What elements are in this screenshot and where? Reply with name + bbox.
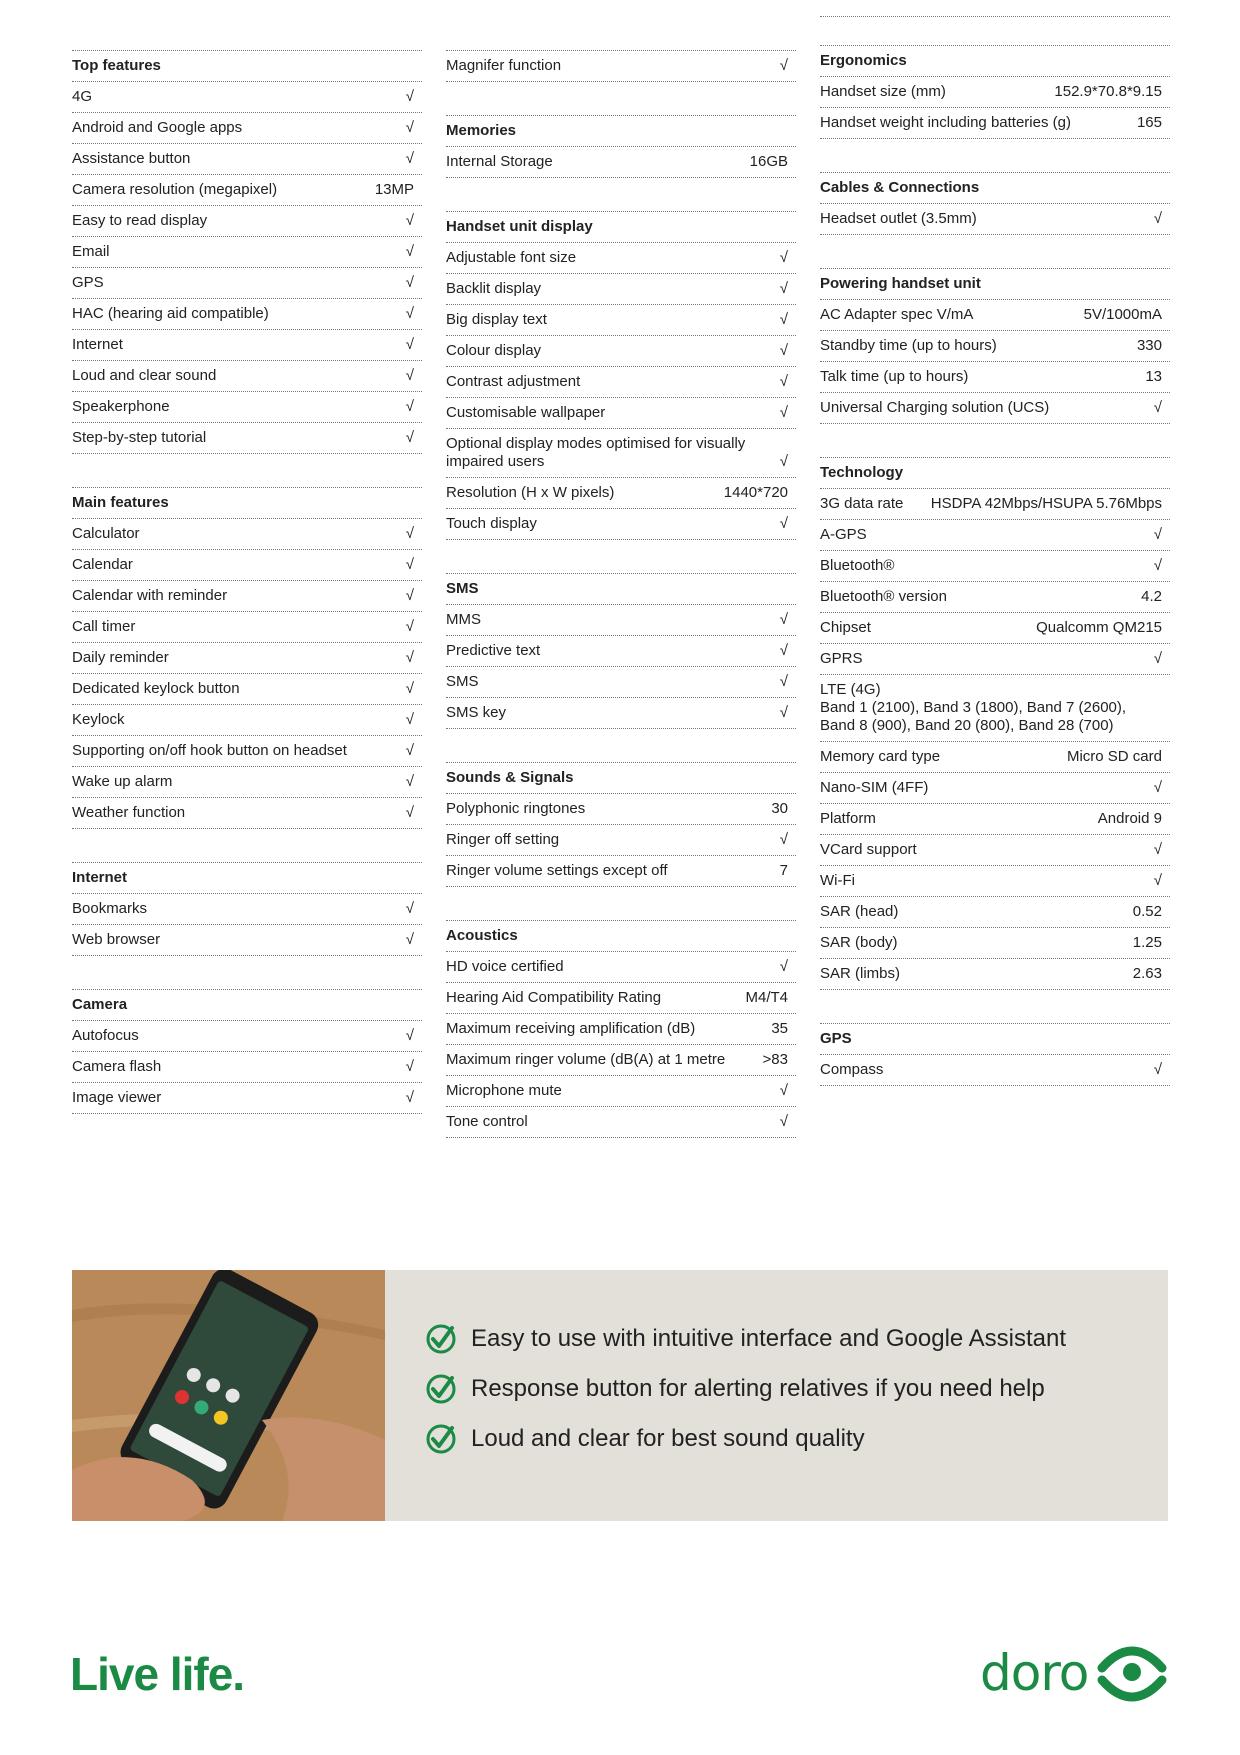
section-spacer — [820, 139, 1170, 173]
benefit-text: Loud and clear for best sound quality — [471, 1425, 865, 1452]
spec-row — [446, 478, 796, 509]
check-mark-icon: √ — [405, 429, 414, 446]
section-spacer — [446, 729, 796, 763]
spec-label: HD voice certified — [446, 958, 564, 975]
spec-section — [446, 540, 796, 729]
spec-row — [446, 698, 796, 729]
spec-value: HSDPA 42Mbps/HSUPA 5.76Mbps — [930, 495, 1162, 512]
check-mark-icon: √ — [405, 305, 414, 322]
spec-label: Calculator — [72, 525, 140, 542]
spec-row — [820, 835, 1170, 866]
spec-row — [72, 175, 422, 206]
spec-value: 13 — [1145, 368, 1162, 385]
check-mark-icon: √ — [405, 931, 414, 948]
spec-value: 13MP — [374, 181, 414, 198]
spec-section — [446, 178, 796, 540]
spec-section — [820, 990, 1170, 1086]
spec-row — [72, 798, 422, 829]
spec-section — [820, 235, 1170, 424]
check-mark-icon: √ — [1153, 650, 1162, 667]
spec-row — [446, 509, 796, 540]
spec-row — [72, 1083, 422, 1114]
benefit-item — [425, 1364, 1066, 1414]
spec-row — [446, 636, 796, 667]
spec-row — [446, 51, 796, 82]
spec-value: M4/T4 — [745, 989, 788, 1006]
spec-label: Ringer volume settings except off — [446, 862, 668, 879]
check-mark-icon: √ — [779, 673, 788, 690]
spec-row — [820, 362, 1170, 393]
check-mark-icon: √ — [405, 525, 414, 542]
check-mark-icon: √ — [405, 1089, 414, 1106]
section-title: Technology — [820, 458, 1170, 489]
spec-row — [820, 773, 1170, 804]
section-spacer — [446, 178, 796, 212]
spec-row — [72, 361, 422, 392]
spec-label: SAR (head) — [820, 903, 899, 920]
spec-value: 7 — [779, 862, 788, 879]
spec-value: 1440*720 — [723, 484, 788, 501]
spec-label: MMS — [446, 611, 481, 628]
spec-label: Calendar with reminder — [72, 587, 228, 604]
spec-row — [72, 767, 422, 798]
check-circle-icon — [425, 1323, 457, 1355]
spec-row — [72, 674, 422, 705]
spec-row — [72, 519, 422, 550]
check-mark-icon: √ — [779, 1113, 788, 1130]
spec-value: 165 — [1136, 114, 1162, 131]
check-mark-icon: √ — [1153, 779, 1162, 796]
spec-row — [72, 581, 422, 612]
spec-row — [72, 144, 422, 175]
check-mark-icon: √ — [1153, 526, 1162, 543]
spec-value: Android 9 — [1097, 810, 1162, 827]
spec-section — [72, 956, 422, 1114]
spec-label: Headset outlet (3.5mm) — [820, 210, 977, 227]
check-mark-icon: √ — [779, 57, 788, 74]
spec-label: 4G — [72, 88, 93, 105]
spec-label: GPRS — [820, 650, 863, 667]
spec-value: 30 — [771, 800, 788, 817]
doro-logo — [980, 1640, 1168, 1706]
section-spacer — [820, 16, 1170, 46]
spec-section — [820, 46, 1170, 139]
spec-row — [446, 147, 796, 178]
check-mark-icon: √ — [779, 249, 788, 266]
check-mark-icon: √ — [405, 1027, 414, 1044]
spec-label: Bluetooth® — [820, 557, 895, 574]
check-mark-icon: √ — [1153, 841, 1162, 858]
spec-label: Handset weight including batteries (g) — [820, 114, 1071, 131]
check-mark-icon: √ — [779, 611, 788, 628]
section-spacer — [72, 829, 422, 863]
spec-label: Nano-SIM (4FF) — [820, 779, 929, 796]
section-spacer — [446, 887, 796, 921]
spec-row — [446, 336, 796, 367]
benefits-list — [425, 1314, 1066, 1464]
check-mark-icon: √ — [405, 150, 414, 167]
spec-row — [446, 305, 796, 336]
spec-label: Polyphonic ringtones — [446, 800, 586, 817]
spec-row — [820, 866, 1170, 897]
check-mark-icon: √ — [779, 311, 788, 328]
check-mark-icon: √ — [405, 367, 414, 384]
spec-label: 3G data rate — [820, 495, 904, 512]
check-mark-icon: √ — [779, 373, 788, 390]
spec-row — [72, 643, 422, 674]
spec-value: 330 — [1136, 337, 1162, 354]
spec-row — [820, 804, 1170, 835]
section-title: Memories — [446, 116, 796, 147]
spec-label: Touch display — [446, 515, 537, 532]
spec-label: Optional display modes optimised for visually impaired users — [446, 435, 746, 470]
spec-label: Weather function — [72, 804, 186, 821]
spec-row — [820, 108, 1170, 139]
spec-row — [446, 367, 796, 398]
check-mark-icon: √ — [405, 742, 414, 759]
spec-value: 2.63 — [1132, 965, 1162, 982]
spec-row — [446, 952, 796, 983]
check-mark-icon: √ — [1153, 872, 1162, 889]
spec-label: Internal Storage — [446, 153, 553, 170]
check-mark-icon: √ — [405, 274, 414, 291]
spec-row — [820, 742, 1170, 773]
spec-row — [72, 268, 422, 299]
section-title: Sounds & Signals — [446, 763, 796, 794]
spec-row — [820, 675, 1170, 742]
spec-row — [820, 551, 1170, 582]
spec-row — [820, 613, 1170, 644]
spec-value: Micro SD card — [1066, 748, 1162, 765]
check-mark-icon: √ — [405, 212, 414, 229]
spec-label: Handset size (mm) — [820, 83, 946, 100]
check-mark-icon: √ — [779, 404, 788, 421]
section-title: Main features — [72, 488, 422, 519]
spec-column-1 — [72, 50, 422, 1114]
spec-value: 5V/1000mA — [1083, 306, 1162, 323]
spec-section — [72, 50, 422, 454]
benefit-text: Easy to use with intuitive interface and Google Assistant — [471, 1325, 1066, 1352]
spec-row — [820, 644, 1170, 675]
spec-label: Magnifer function — [446, 57, 562, 74]
check-mark-icon: √ — [405, 618, 414, 635]
spec-row — [446, 274, 796, 305]
spec-value: 16GB — [749, 153, 788, 170]
spec-row — [820, 331, 1170, 362]
spec-label: Compass — [820, 1061, 884, 1078]
check-mark-icon: √ — [405, 587, 414, 604]
section-title: Internet — [72, 863, 422, 894]
spec-label: Call timer — [72, 618, 136, 635]
check-mark-icon: √ — [405, 88, 414, 105]
check-mark-icon: √ — [1153, 210, 1162, 227]
spec-row — [446, 1076, 796, 1107]
spec-label: Wake up alarm — [72, 773, 173, 790]
spec-section — [72, 829, 422, 956]
section-title: Ergonomics — [820, 46, 1170, 77]
spec-row — [446, 1045, 796, 1076]
spec-section — [820, 424, 1170, 990]
check-mark-icon: √ — [405, 556, 414, 573]
section-title: SMS — [446, 574, 796, 605]
spec-section — [820, 139, 1170, 235]
spec-label: Camera resolution (megapixel) — [72, 181, 278, 198]
spec-label: Assistance button — [72, 150, 191, 167]
spec-label: Microphone mute — [446, 1082, 562, 1099]
spec-label: SAR (body) — [820, 934, 898, 951]
section-spacer — [72, 956, 422, 990]
check-mark-icon: √ — [405, 900, 414, 917]
spec-row — [446, 794, 796, 825]
spec-row — [820, 1055, 1170, 1086]
spec-label: Dedicated keylock button — [72, 680, 240, 697]
spec-row — [446, 856, 796, 887]
tagline: Live life. — [70, 1648, 245, 1700]
check-circle-icon — [425, 1423, 457, 1455]
benefit-item — [425, 1414, 1066, 1464]
spec-label: Memory card type — [820, 748, 941, 765]
spec-row — [446, 983, 796, 1014]
spec-value: 1.25 — [1132, 934, 1162, 951]
check-mark-icon: √ — [779, 1082, 788, 1099]
spec-column-2 — [446, 50, 796, 1138]
spec-label: Autofocus — [72, 1027, 139, 1044]
spec-row — [72, 82, 422, 113]
spec-label: Wi-Fi — [820, 872, 855, 889]
spec-row — [820, 393, 1170, 424]
check-circle-icon — [425, 1373, 457, 1405]
check-mark-icon: √ — [405, 119, 414, 136]
section-title: Acoustics — [446, 921, 796, 952]
spec-label: GPS — [72, 274, 104, 291]
spec-row — [72, 113, 422, 144]
spec-row — [446, 1107, 796, 1138]
check-mark-icon: √ — [405, 336, 414, 353]
section-title: Camera — [72, 990, 422, 1021]
spec-row — [446, 1014, 796, 1045]
check-mark-icon: √ — [779, 515, 788, 532]
spec-section — [446, 82, 796, 178]
spec-row — [820, 582, 1170, 613]
section-spacer — [446, 82, 796, 116]
spec-row — [72, 894, 422, 925]
spec-label: Platform — [820, 810, 876, 827]
spec-row — [72, 330, 422, 361]
phone-in-hand-photo — [72, 1270, 385, 1521]
check-mark-icon: √ — [405, 773, 414, 790]
check-mark-icon: √ — [779, 453, 788, 470]
spec-label: Step-by-step tutorial — [72, 429, 207, 446]
spec-value: 152.9*70.8*9.15 — [1054, 83, 1162, 100]
spec-label: Bluetooth® version — [820, 588, 947, 605]
spec-label: Standby time (up to hours) — [820, 337, 997, 354]
spec-label: Chipset — [820, 619, 871, 636]
spec-label: Supporting on/off hook button on headset — [72, 742, 347, 759]
spec-label: Image viewer — [72, 1089, 162, 1106]
spec-label: Contrast adjustment — [446, 373, 581, 390]
spec-label: Daily reminder — [72, 649, 169, 666]
check-mark-icon: √ — [779, 831, 788, 848]
spec-row — [820, 204, 1170, 235]
spec-label: SMS key — [446, 704, 507, 721]
spec-label: AC Adapter spec V/mA — [820, 306, 974, 323]
spec-value: 4.2 — [1141, 588, 1162, 605]
spec-value: Qualcomm QM215 — [1036, 619, 1162, 636]
benefit-item — [425, 1314, 1066, 1364]
check-mark-icon: √ — [1153, 1061, 1162, 1078]
spec-label: Loud and clear sound — [72, 367, 217, 384]
benefits-banner — [72, 1270, 1168, 1521]
section-spacer — [820, 424, 1170, 458]
spec-label: Android and Google apps — [72, 119, 243, 136]
spec-row — [72, 423, 422, 454]
spec-label: Colour display — [446, 342, 542, 359]
section-title: Top features — [72, 51, 422, 82]
check-mark-icon: √ — [405, 680, 414, 697]
section-title: Handset unit display — [446, 212, 796, 243]
spec-label: A-GPS — [820, 526, 867, 543]
check-mark-icon: √ — [405, 711, 414, 728]
check-mark-icon: √ — [405, 398, 414, 415]
spec-label: Customisable wallpaper — [446, 404, 606, 421]
doro-logo-icon — [1096, 1640, 1168, 1706]
check-mark-icon: √ — [1153, 399, 1162, 416]
spec-row — [446, 667, 796, 698]
spec-row — [72, 206, 422, 237]
spec-label: Hearing Aid Compatibility Rating — [446, 989, 662, 1006]
spec-value: 35 — [771, 1020, 788, 1037]
spec-section — [72, 454, 422, 829]
spec-label: Big display text — [446, 311, 547, 328]
spec-row — [820, 489, 1170, 520]
spec-label: VCard support — [820, 841, 917, 858]
spec-row — [820, 520, 1170, 551]
section-spacer — [72, 454, 422, 488]
spec-label: Tone control — [446, 1113, 528, 1130]
spec-section — [446, 729, 796, 887]
section-spacer — [820, 235, 1170, 269]
section-title: Cables & Connections — [820, 173, 1170, 204]
spec-label: Easy to read display — [72, 212, 208, 229]
check-mark-icon: √ — [405, 1058, 414, 1075]
section-title: Powering handset unit — [820, 269, 1170, 300]
spec-row — [820, 959, 1170, 990]
check-mark-icon: √ — [779, 958, 788, 975]
check-mark-icon: √ — [405, 649, 414, 666]
spec-label: Backlit display — [446, 280, 542, 297]
spec-row — [72, 925, 422, 956]
spec-row — [820, 928, 1170, 959]
spec-row — [446, 243, 796, 274]
spec-label: Universal Charging solution (UCS) — [820, 399, 1050, 416]
spec-row — [72, 705, 422, 736]
spec-row — [446, 825, 796, 856]
check-mark-icon: √ — [779, 642, 788, 659]
check-mark-icon: √ — [779, 280, 788, 297]
spec-row — [820, 300, 1170, 331]
spec-section — [446, 50, 796, 82]
spec-row — [72, 299, 422, 330]
spec-label: Maximum ringer volume (dB(A) at 1 metre — [446, 1051, 726, 1068]
spec-label: Web browser — [72, 931, 161, 948]
spec-label: HAC (hearing aid compatible) — [72, 305, 269, 322]
spec-row — [72, 392, 422, 423]
spec-column-3 — [820, 16, 1170, 1086]
check-mark-icon: √ — [405, 243, 414, 260]
check-mark-icon: √ — [1153, 557, 1162, 574]
spec-label: SMS — [446, 673, 479, 690]
spec-label: Ringer off setting — [446, 831, 560, 848]
spec-row — [72, 612, 422, 643]
spec-row — [820, 897, 1170, 928]
check-mark-icon: √ — [779, 342, 788, 359]
spec-label: Maximum receiving amplification (dB) — [446, 1020, 696, 1037]
spec-value: 0.52 — [1132, 903, 1162, 920]
spec-label: Talk time (up to hours) — [820, 368, 969, 385]
spec-label: LTE (4G) Band 1 (2100), Band 3 (1800), Band 7 (2600), Band 8 (900), Band 20 (800), Band 28 (700) — [820, 681, 1127, 734]
spec-label: Predictive text — [446, 642, 541, 659]
spec-row — [446, 605, 796, 636]
spec-row — [446, 429, 796, 478]
spec-value: >83 — [762, 1051, 788, 1068]
spec-label: Resolution (H x W pixels) — [446, 484, 615, 501]
spec-row — [820, 77, 1170, 108]
spec-label: Bookmarks — [72, 900, 148, 917]
benefit-text: Response button for alerting relatives if you need help — [471, 1375, 1045, 1402]
spec-label: Keylock — [72, 711, 125, 728]
section-title: GPS — [820, 1024, 1170, 1055]
check-mark-icon: √ — [405, 804, 414, 821]
spec-row — [72, 1021, 422, 1052]
spec-label: Speakerphone — [72, 398, 170, 415]
spec-row — [72, 1052, 422, 1083]
spec-label: Email — [72, 243, 110, 260]
spec-row — [72, 736, 422, 767]
spec-section — [446, 887, 796, 1138]
spec-label: SAR (limbs) — [820, 965, 901, 982]
spec-label: Internet — [72, 336, 123, 353]
spec-row — [446, 398, 796, 429]
check-mark-icon: √ — [779, 704, 788, 721]
spec-label: Camera flash — [72, 1058, 162, 1075]
spec-label: Calendar — [72, 556, 133, 573]
spec-row — [72, 237, 422, 268]
section-spacer — [820, 990, 1170, 1024]
spec-row — [72, 550, 422, 581]
spec-label: Adjustable font size — [446, 249, 577, 266]
section-spacer — [446, 540, 796, 574]
logo-wordmark: doro — [980, 1644, 1089, 1702]
